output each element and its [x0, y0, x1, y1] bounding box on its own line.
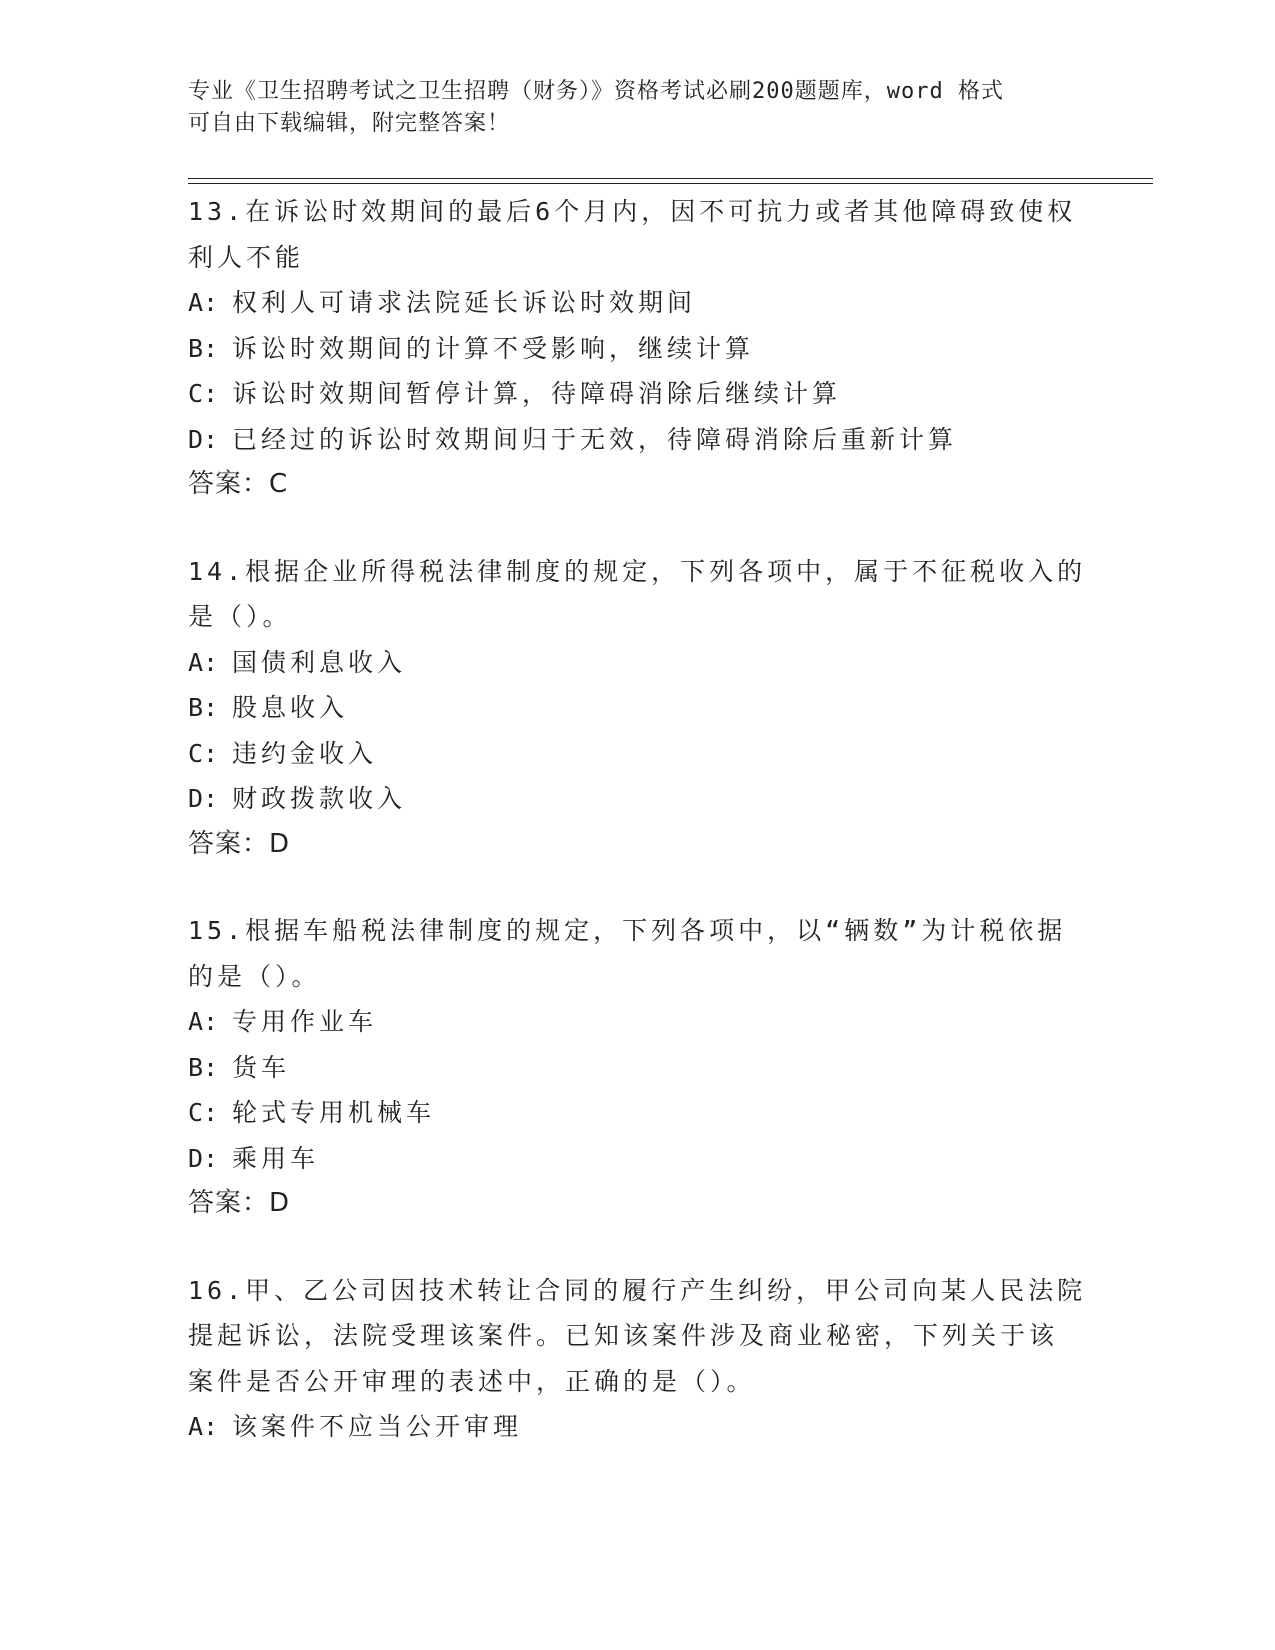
- question-16: [188, 1268, 1088, 1450]
- answer-label: 答案：D: [188, 828, 291, 859]
- option-key: D:: [188, 424, 219, 454]
- option-key: D:: [188, 1143, 219, 1173]
- option-c: [188, 1090, 1088, 1136]
- option-c: [188, 371, 1088, 417]
- question-text: 的是（）。: [188, 961, 321, 991]
- option-text: 诉讼时效期间暂停计算，待障碍消除后继续计算: [232, 379, 842, 408]
- option-b: [188, 1045, 1088, 1091]
- option-text: 股息收入: [232, 693, 349, 722]
- option-text: 财政拨款收入: [232, 784, 407, 813]
- option-key: A:: [188, 1412, 219, 1441]
- header-divider-top: [188, 178, 1153, 179]
- question-text: 提起诉讼，法院受理该案件。已知该案件涉及商业秘密，下列关于该: [188, 1321, 1059, 1350]
- option-text: 违约金收入: [232, 738, 378, 768]
- document-header: [188, 76, 1088, 140]
- question-text: 利人不能: [188, 242, 305, 272]
- option-text: 国债利息收入: [232, 647, 407, 677]
- question-text: 15.根据车船税法律制度的规定，下列各项中，以“辆数”为计税依据: [188, 916, 1067, 945]
- option-d: [188, 776, 1088, 822]
- option-key: A:: [188, 1007, 219, 1036]
- option-a: [188, 1404, 1088, 1450]
- question-text: 13.在诉讼时效期间的最后6个月内，因不可抗力或者其他障碍致使权: [188, 197, 1077, 226]
- option-text: 轮式专用机械车: [232, 1098, 436, 1127]
- option-text: 乘用车: [232, 1143, 320, 1173]
- question-13: [188, 189, 1088, 508]
- option-key: C:: [188, 1098, 219, 1127]
- header-divider-bottom: [188, 183, 1153, 184]
- header-line-1: 专业《卫生招聘考试之卫生招聘（财务）》资格考试必刷200题题库，word 格式: [188, 79, 1004, 104]
- answer-label: 答案：C: [188, 469, 289, 499]
- header-line-2: 可自由下载编辑，附完整答案！: [188, 111, 511, 136]
- question-text: 14.根据企业所得税法律制度的规定，下列各项中，属于不征税收入的: [188, 556, 1087, 586]
- question-text: 是（）。: [188, 602, 292, 631]
- question-text: 案件是否公开审理的表述中，正确的是（）。: [188, 1366, 756, 1396]
- option-a: [188, 640, 1088, 686]
- option-key: B:: [188, 693, 219, 722]
- option-b: [188, 326, 1088, 372]
- option-text: 该案件不应当公开审理: [232, 1412, 523, 1441]
- option-key: B:: [188, 333, 219, 363]
- option-b: [188, 685, 1088, 731]
- option-text: 专用作业车: [232, 1007, 378, 1036]
- question-text: 16.甲、乙公司因技术转让合同的履行产生纠纷，甲公司向某人民法院: [188, 1275, 1087, 1305]
- option-c: [188, 731, 1088, 777]
- option-key: A:: [188, 288, 219, 317]
- option-text: 权利人可请求法院延长诉讼时效期间: [232, 288, 697, 317]
- option-key: C:: [188, 379, 219, 408]
- option-a: [188, 999, 1088, 1045]
- option-text: 货车: [232, 1052, 291, 1082]
- option-text: 已经过的诉讼时效期间归于无效，待障碍消除后重新计算: [232, 424, 958, 454]
- option-key: B:: [188, 1052, 219, 1082]
- option-a: [188, 280, 1088, 326]
- option-d: [188, 1136, 1088, 1182]
- answer-label: 答案：D: [188, 1188, 291, 1218]
- question-14: [188, 549, 1088, 868]
- option-text: 诉讼时效期间的计算不受影响，继续计算: [232, 333, 755, 363]
- option-key: A:: [188, 647, 219, 677]
- question-15: [188, 908, 1088, 1227]
- question-list: [188, 189, 1088, 1491]
- option-key: D:: [188, 784, 219, 813]
- option-d: [188, 417, 1088, 463]
- option-key: C:: [188, 738, 219, 768]
